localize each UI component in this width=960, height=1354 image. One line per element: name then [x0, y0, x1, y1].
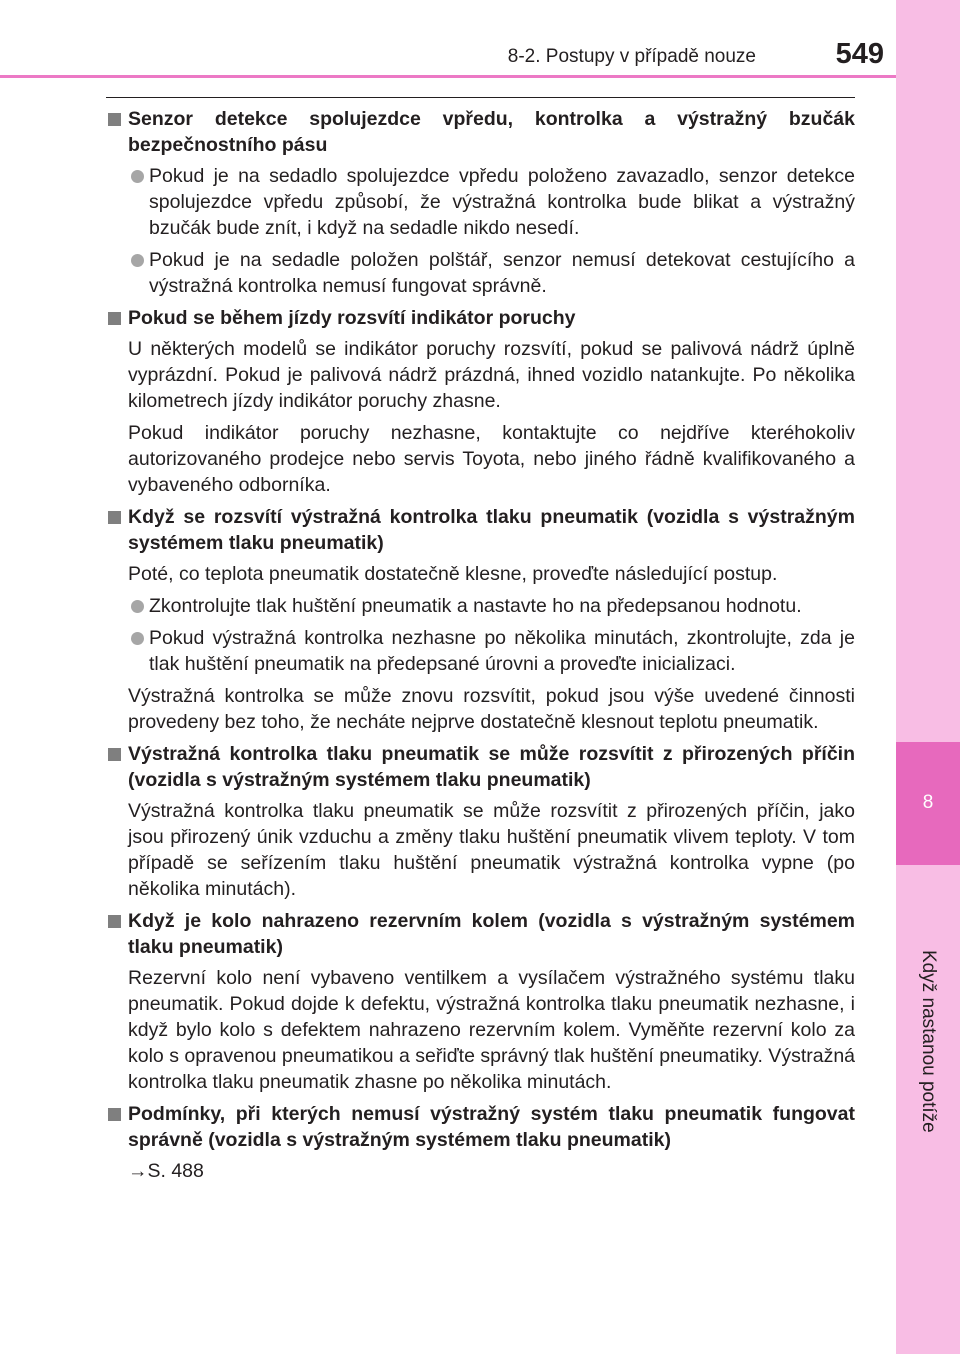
section-heading	[106, 741, 855, 793]
section-heading	[106, 1101, 855, 1153]
page-content	[106, 106, 855, 1190]
section-passenger-sensor	[106, 106, 855, 299]
chapter-number: 8	[922, 792, 934, 813]
square-bullet-icon	[108, 1108, 121, 1121]
header-rule	[0, 75, 896, 78]
section-spare-wheel	[106, 908, 855, 1095]
chapter-number-block	[896, 742, 960, 865]
section-malfunction-indicator	[106, 305, 855, 498]
page-number: 549	[835, 38, 884, 70]
list-item	[106, 593, 855, 619]
page-header	[0, 0, 896, 78]
page-reference-link[interactable]: →S. 488	[128, 1160, 204, 1182]
section-tire-pressure-warning	[106, 504, 855, 735]
chapter-title: Když nastanou potíže	[918, 950, 939, 1133]
list-item	[106, 625, 855, 677]
section-conditions	[106, 1101, 855, 1184]
section-heading	[106, 305, 855, 331]
section-title: Když je kolo nahrazeno rezervním kolem (vozidla s výstražným systémem tlaku pneumatik)	[128, 910, 855, 958]
section-title: Podmínky, při kterých nemusí výstražný systém tlaku pneumatik fungovat správně (vozidla s výstražným systémem tlaku pneumatik)	[128, 1103, 855, 1151]
section-title: Senzor detekce spolujezdce vpředu, kontrolka a výstražný bzučák bezpečnostního pásu	[128, 108, 855, 156]
section-natural-causes	[106, 741, 855, 902]
header-section-title: 8-2. Postupy v případě nouze	[507, 46, 756, 67]
content-top-rule	[106, 97, 855, 98]
dot-bullet-icon	[131, 254, 144, 267]
section-title: Když se rozsvítí výstražná kontrolka tlaku pneumatik (vozidla s výstražným systémem tlaku pneumatik)	[128, 506, 855, 554]
square-bullet-icon	[108, 511, 121, 524]
section-heading	[106, 504, 855, 556]
list-item	[106, 247, 855, 299]
square-bullet-icon	[108, 312, 121, 325]
dot-bullet-icon	[131, 600, 144, 613]
paragraph: Pokud indikátor poruchy nezhasne, kontaktujte co nejdříve kteréhokoliv autorizovaného prodejce nebo servis Toyota, nebo jiného řádně kvalifikovaného a vybaveného odborníka.	[128, 422, 855, 496]
section-title: Výstražná kontrolka tlaku pneumatik se může rozsvítit z přirozených příčin (vozidla s výstražným systémem tlaku pneumatik)	[128, 743, 855, 791]
list-item-text: Pokud je na sedadlo spolujezdce vpředu položeno zavazadlo, senzor detekce spolujezdce vpředu způsobí, že výstražná kontrolka bude blikat a výstražný bzučák bude znít, i když na sedadle nikdo nesedí.	[149, 165, 855, 239]
square-bullet-icon	[108, 113, 121, 126]
dot-bullet-icon	[131, 170, 144, 183]
square-bullet-icon	[108, 748, 121, 761]
list-item-text: Pokud výstražná kontrolka nezhasne po několika minutách, zkontrolujte, zda je tlak huštění pneumatik na předepsané úrovni a proveďte inicializaci.	[149, 627, 855, 675]
chapter-side-tab	[896, 0, 960, 1354]
paragraph: U některých modelů se indikátor poruchy rozsvítí, pokud se palivová nádrž úplně vyprázdní. Pokud je palivová nádrž prázdná, ihned vozidlo natankujte. Po několika kilometrech jízdy indikátor poruchy zhasne.	[128, 338, 855, 412]
paragraph: Výstražná kontrolka se může znovu rozsvítit, pokud jsou výše uvedené činnosti provedeny bez toho, že necháte nejprve dostatečně klesnout teplotu pneumatik.	[128, 685, 855, 733]
list-item-text: Zkontrolujte tlak huštění pneumatik a nastavte ho na předepsanou hodnotu.	[149, 595, 802, 617]
section-heading	[106, 106, 855, 158]
list-item-text: Pokud je na sedadle položen polštář, senzor nemusí detekovat cestujícího a výstražná kontrolka nemusí fungovat správně.	[149, 249, 855, 297]
dot-bullet-icon	[131, 632, 144, 645]
section-heading	[106, 908, 855, 960]
section-title: Pokud se během jízdy rozsvítí indikátor poruchy	[128, 307, 576, 329]
square-bullet-icon	[108, 915, 121, 928]
paragraph: Rezervní kolo není vybaveno ventilkem a vysílačem výstražného systému tlaku pneumatik. Pokud dojde k defektu, výstražná kontrolka tlaku pneumatik nezhasne, i když bylo kolo s defektem nahrazeno rezervním kolem. Vyměňte rezervní kolo za kolo s opravenou pneumatikou a seřiďte správný tlak huštění pneumatiky. Výstražná kontrolka tlaku pneumatik zhasne po několika minutách.	[128, 967, 856, 1093]
paragraph: Poté, co teplota pneumatik dostatečně klesne, proveďte následující postup.	[128, 563, 778, 585]
paragraph: Výstražná kontrolka tlaku pneumatik se může rozsvítit z přirozených příčin, jako jsou přirozený únik vzduchu a změny tlaku huštění pneumatik vlivem teploty. V tom případě se seřízením tlaku huštění pneumatik výstražná kontrolka vypne (po několika minutách).	[128, 800, 855, 900]
list-item	[106, 163, 855, 241]
